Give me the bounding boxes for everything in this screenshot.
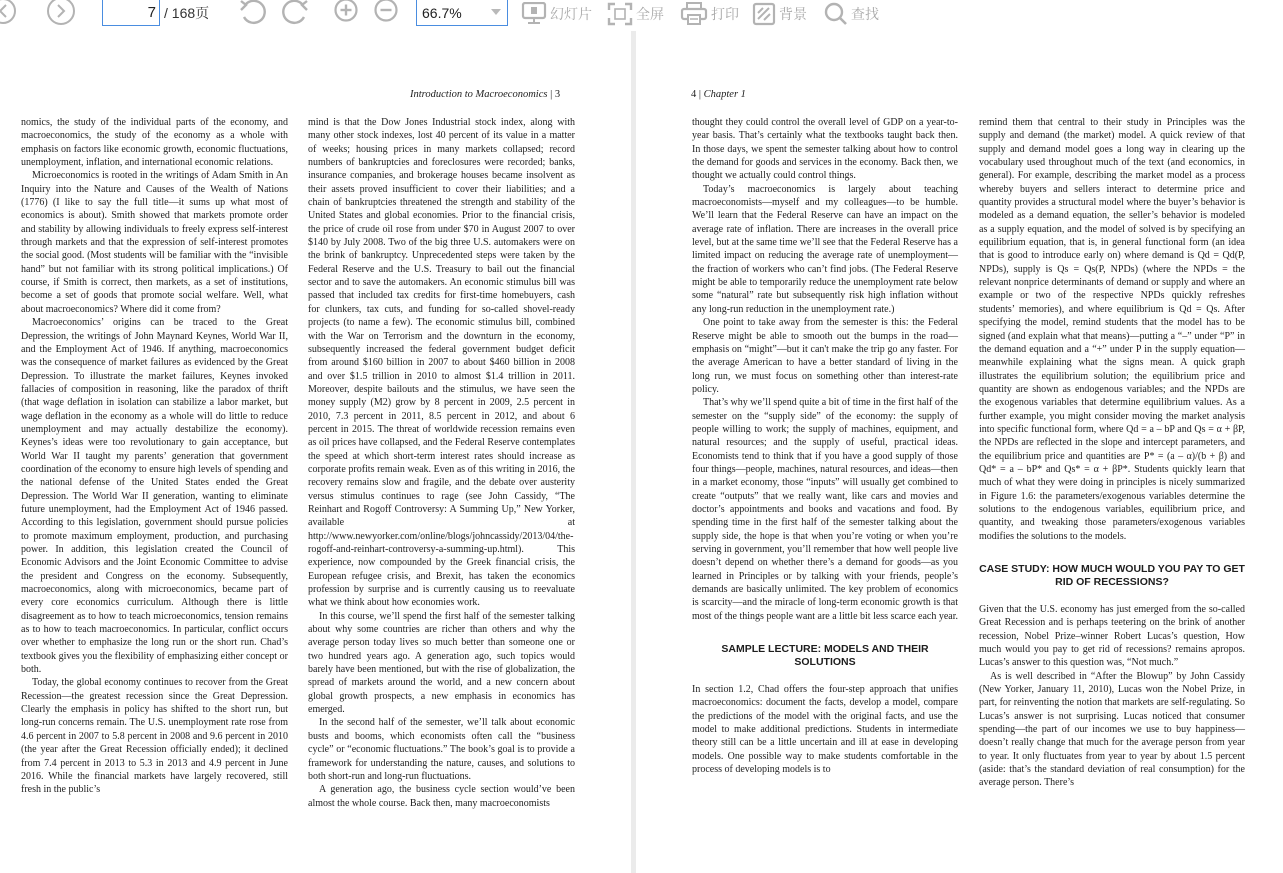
printer-icon <box>680 2 708 26</box>
case-study-heading: CASE STUDY: HOW MUCH WOULD YOU PAY TO GET RID OF RECESSIONS? <box>979 563 1245 588</box>
zoom-value: 66.7% <box>422 4 462 21</box>
page-number-input[interactable] <box>102 0 160 26</box>
running-head <box>691 89 746 100</box>
paragraph: One point to take away from the semester is this: the Federal Reserve might be able to smooth out the bumps in the road—emphasis on “might”—but it can't make the trip go any faster. For the average American to have a better standard of living in the long run, we must focus on something other than interest-rate policy. <box>692 317 958 395</box>
background-label: 背景 <box>779 7 807 23</box>
rotate-right-icon <box>279 0 311 26</box>
find-button[interactable] <box>824 2 879 26</box>
next-page-button[interactable] <box>45 0 77 26</box>
chevron-left-circle-icon <box>0 0 18 26</box>
fullscreen-label: 全屏 <box>636 7 664 23</box>
paragraph: Today, the global economy continues to recover from the Great Recession—the greatest recession since the Great Depression. Clearly the emphasis in policy has shifted to the short run, but long-run concerns remain. The U.S. unemployment rate rose from 4.6 percent in 2007 to 5.8 percent in 2008 and 9.6 percent in 2010 (the year after the Great Recession officially ended); it declined from 7.4 percent in 2013 to 5.3 in 2013 and 4.9 percent in June 2016. While the financial markets have largely recovered, still fresh in the public’s <box>21 677 288 796</box>
previous-page-button[interactable] <box>0 0 20 26</box>
paragraph: nomics, the study of the individual parts of the economy, and macroeconomics, the study of the economy as a whole with emphasis on factors like economic growth, economic fluctuations, unemployment, inflation, and international economic relations. <box>21 117 288 169</box>
paragraph: In section 1.2, Chad offers the four-step approach that unifies macroeconomics: document the facts, develop a model, compare the predictions of the model with the original facts, and use the model to make additional predictions. Students in intermediate theory still can be a little uncertain and ill at ease in developing models. One possible way to make students comfortable in the process of developing models is to <box>692 684 958 776</box>
rotate-left-icon <box>237 0 269 26</box>
zoom-in-button[interactable] <box>333 0 359 26</box>
rotate-left-button[interactable] <box>237 0 269 26</box>
fullscreen-button[interactable] <box>607 2 664 26</box>
text-column-2 <box>308 116 575 810</box>
document-page-left <box>0 31 631 873</box>
zoom-out-button[interactable] <box>373 0 399 26</box>
paragraph: In the second half of the semester, we’ll talk about economic busts and booms, which economists often call the “business cycle” or “economic fluctuations.” The book’s goal is to provide a framework for understanding the nature, causes, and solutions to both short-run and long-run fluctuations. <box>308 717 575 782</box>
paragraph: thought they could control the overall level of GDP on a year-to-year basis. That’s certainly what the textbooks taught back then. In those days, we spent the semester talking about how to control the demand for goods and services in the economy. Back then, we thought we actually could control things. <box>692 117 958 182</box>
dropdown-arrow-icon[interactable] <box>491 9 501 15</box>
background-button[interactable] <box>752 2 807 26</box>
print-button[interactable] <box>680 2 739 26</box>
background-icon <box>752 2 776 26</box>
chevron-right-circle-icon <box>45 0 77 26</box>
running-head-title: Introduction to Macroeconomics <box>410 89 548 100</box>
document-page-right <box>636 31 1283 873</box>
paragraph: As is well described in “After the Blowup” by John Cassidy (New Yorker, January 11, 2010), Lucas won the Nobel Prize, in part, for reinventing the notion that markets are self-regulating. So Lucas’s answer is not surprising. Lucas noticed that consumer spending—the part of our incomes we use to buy happiness—doesn’t really change that much for the average person from year to year. It only fluctuates from year to year by about 1.5 percent (aside: that’s the standard deviation of real consumption) for the average person. There’s <box>979 670 1245 789</box>
paragraph: mind is that the Dow Jones Industrial stock index, along with many other stock indexes, lost 40 percent of its value in a matter of weeks; housing prices in many markets collapsed; record numbers of bankruptcies and foreclosures were recorded; banks, insurance companies, and brokerage houses became insolvent as their assets proved insufficient to cover their liabilities; and a chain of bankruptcies threatened the strength and stability of the United States and global economies. Prior to the financial crisis, the price of crude oil rose from under $70 in August 2007 to over $140 by July 2008. Two of the big three U.S. automakers were on the brink of bankruptcy. Unprecedented steps were taken by the Federal Reserve and the U.S. Treasury to bail out the financial sector and to save the automakers. An economic stimulus bill was passed that included tax credits for first-time homebuyers, cash for clunkers, tax cuts, and funding for so-called shovel-ready projects (to name a few). The economic stimulus bill, combined with the War on Terrorism and the downturn in the economy, subsequently increased the federal government budget deficit from around $160 billion in 2007 to about $460 billion in 2008 and over $1.5 trillion in 2010 to almost $1.4 trillion in 2011. Moreover, despite bailouts and the stimulus, we have seen the money supply (M2) grow by 8 percent in 2009, 2.5 percent in 2010, 7.3 percent in 2011, 8.5 percent in 2012, and about 6 percent in 2015. The threat of worldwide recession remains even as oil prices have collapsed, and the Federal Reserve contemplates the speed at which short-term interest rates should increase as corporate profits remain weak. Even as of this writing in 2016, the recovery remains slow and fragile, and the debate over austerity versus stimulus continues to rage (see John Cassidy, “The Reinhart and Rogoff Controversy: A Summing Up,” New Yorker, available at http://www.newyorker.com/online/blogs/johncassidy/2013/04/the-rogoff-and-reinhart-controversy-a-summing-up.html). This experience, now compounded by the Greek financial crisis, the European refugee crisis, and Brexit, has taken the economics profession by surprise and is currently causing us to reevaluate what we think about how economies work. <box>308 117 575 609</box>
running-head-separator: | <box>550 89 553 100</box>
fullscreen-icon <box>607 2 633 26</box>
paragraph: Macroeconomics’ origins can be traced to the Great Depression, the writings of John Maynard Keynes, World War II, and the Employment Act of 1946. If anything, macroeconomics was the consequence of market failures as evidenced by the Great Depression. To illustrate the market failures, Keynes invoked fallacies of composition in reasoning, like the paradox of thrift (that wage deflation in isolation can stabilize a labor market, but wage deflation in the economy as a whole will do little to reduce unemployment and may actually destabilize the economy). Keynes’s ideas were too revolutionary to gain acceptance, but World War II taught my parents’ generation that government coordination of the economy to ensure high levels of spending and the national defense of the United States ended the Great Depression. The World War II generation, wanting to eliminate future unemployment, had the Employment Act of 1946 passed. According to this legislation, government should pursue policies to promote maximum employment, production, and purchasing power. In addition, this legislation created the Council of Economic Advisors and the Joint Economic Committee to advise the president and Congress on the economy. Subsequently, macroeconomics, along with microeconomics, became part of every core economics curriculum. Although there is little disagreement as to how to teach microeconomics, tension remains as to how to teach macroeconomics. In particular, conflict occurs over whether to emphasize the long run or the short run. Chad’s textbook gives you the flexibility of emphasizing either concept or both. <box>21 317 288 676</box>
print-label: 打印 <box>711 7 739 23</box>
paragraph: Given that the U.S. economy has just emerged from the so-called Great Recession and is perhaps teetering on the brink of another recession, Nobel Prize–winner Robert Lucas’s question, How much would you pay to get rid of recessions? remains apropos. Lucas’s answer to this question was, “Not much.” <box>979 604 1245 669</box>
text-column-1 <box>692 116 958 776</box>
text-column-2 <box>979 116 1245 790</box>
page-number: 3 <box>554 89 561 100</box>
slideshow-button[interactable] <box>521 2 592 26</box>
zoom-select[interactable] <box>416 0 508 26</box>
rotate-right-button[interactable] <box>279 0 311 26</box>
paragraph: A generation ago, the business cycle section would’ve been almost the whole course. Back then, many macroeconomists <box>308 784 575 809</box>
viewer-toolbar <box>0 0 1283 30</box>
paragraph: Today’s macroeconomics is largely about teaching macroeconomists—myself and my colleagues—to be humble. We’ll learn that the Federal Reserve can have an impact on the average rate of inflation. There are increases in the overall price level, but at the same time we’ll see that the Federal Reserve has a limited impact on reducing the average rate of unemployment—the fraction of workers who can’t find jobs. (The Federal Reserve might be able to temporarily reduce the unemployment rate below some “natural” rate but subsequently risk high inflation without any long-run reduction in the unemployment rate.) <box>692 183 958 315</box>
slideshow-icon <box>521 2 547 26</box>
zoom-in-icon <box>333 0 359 26</box>
paragraph: In this course, we’ll spend the first half of the semester talking about why some countries are richer than others and why the average person today lives so much better than someone one or two hundred years ago. A generation ago, such topics would barely have been mentioned, but with the rise of globalization, the spread of markets around the world, and a new concern about global growth prospects, a new emphasis in economics has emerged. <box>308 610 575 716</box>
page-number: 4 <box>691 89 697 100</box>
paragraph: remind them that central to their study in Principles was the supply and demand (the market) model. A quick review of that supply and demand model goes a long way in clearing up the vocabulary used throughout much of the text (and economics, in general). For example, describing the market model as a process whereby buyers and sellers interact to determine price and quantity provides a structural model where the buyer’s behavior is modeled as a demand equation, the seller’s behavior is modeled as a supply equation, and the model of solved is by specifying an equilibrium equation, that is, in general functional form (an idea that is good to introduce early on) where demand is Qd = Qd(P, NPDs), supply is Qs = Qs(P, NPDs) (where the NPDs = the relevant nonprice determinants of demand or supply and where an example or two of the respective NPDs quickly refreshes students’ memories), and where equilibrium is Qd = Qs. After specifying the model, remind students that the model has to be signed (and explain what that means)—putting a “–” under “P” in the demand equation and a “+” under P in the supply equation—meanwhile explaining what the signs mean. A quick graph illustrates the equilibrium solution; the equilibrium price and quantity are shown as endogenous variables; and the NPDs are the exogenous variables that determine equilibrium values. As a further example, you might consider moving the market analysis into specific functional form, where Qd = a – bP and Qs = α + βP, the NPDs are reflected in the slope and intercept parameters, and the equilibrium price and quantities are P* = (a – α)/(b + β) and Qd* = a – bP* and Qs* = α + βP*. Students quickly learn that much of what they were doing in principles is nicely summarized in Figure 1.6: the parameters/exogenous variables determine the solutions to the endogenous variables, equilibrium price, and quantity, and tweaking those parameters/exogenous variables modifies the solutions to the models. <box>979 117 1245 542</box>
running-head <box>410 89 560 100</box>
paragraph: Microeconomics is rooted in the writings of Adam Smith in An Inquiry into the Nature and Causes of the Wealth of Nations (1776) (I like to say the full title—it sums up what most of economics is about). Smith showed that markets promote order and stability by allowing individuals to freely express self-interest through markets and that the expression of self-interest promotes the social good. (Most students will be familiar with the “invisible hand” but not familiar with its strong political implications.) Of course, if Smith is correct, then markets, as a set of institutions, become a set of goods that promote social welfare. Well, what about macroeconomics? Where did it come from? <box>21 170 288 315</box>
running-head-title: Chapter 1 <box>703 89 746 100</box>
text-column-1 <box>21 116 288 797</box>
running-head-separator: | <box>698 89 701 100</box>
section-heading: SAMPLE LECTURE: MODELS AND THEIR SOLUTIONS <box>721 643 929 669</box>
page-total-label: / 168页 <box>164 5 210 21</box>
find-label: 查找 <box>851 7 879 23</box>
paragraph: That’s why we’ll spend quite a bit of time in the first half of the semester on the “supply side” of the economy: the supply of people willing to work; the supply of machines, equipment, and natural resources; and the supply of useful, practical ideas. Economists tend to think that if you have a good supply of those four things—people, machines, natural resources, and ideas—then in a market economy, those “inputs” will usually get combined to create “outputs” that we really want, like cars and movies and doctor’s appointments and books and vacations and food. By spending time in the first half of the semester talking about the supply side, the hope is that when you’re voting or when you’re serving in government, you’ll remember that how well people live doesn’t depend on whether there’s a demand for goods—as you learned in Principles or by talking with your friends, people’s demands are basically unlimited. The key problem of economics is scarcity—and the miracle of long-term economic growth is that most of the things people want are a little bit less scarce each year. <box>692 397 959 622</box>
slideshow-label: 幻灯片 <box>550 7 592 23</box>
zoom-out-icon <box>373 0 399 26</box>
page-number-value: 7 <box>147 4 156 21</box>
search-icon <box>824 2 848 26</box>
